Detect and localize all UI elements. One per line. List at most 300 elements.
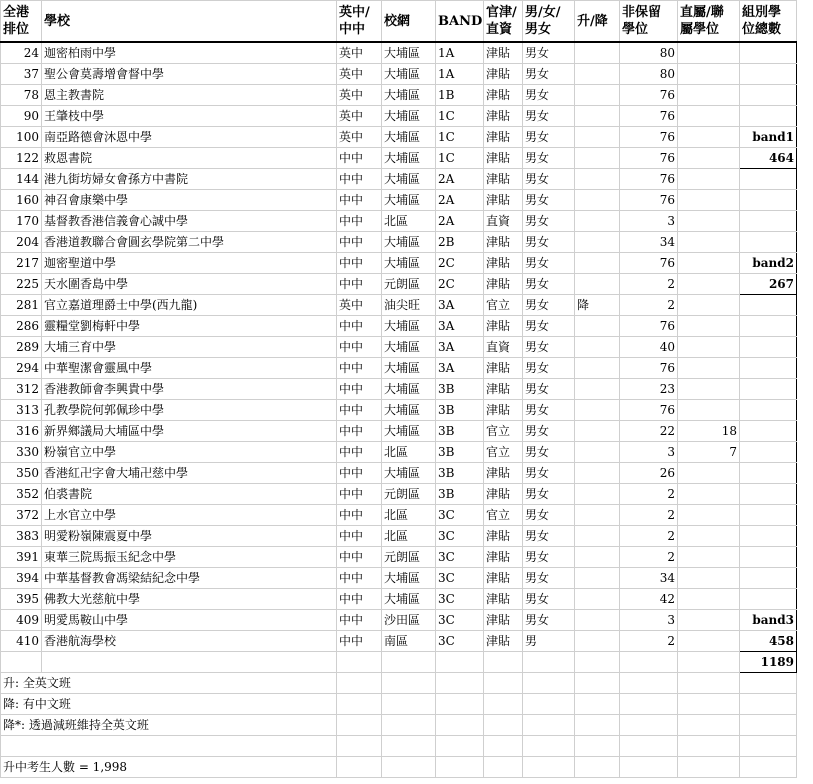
- cell-places: 26: [620, 463, 678, 484]
- cell-total: 267: [740, 274, 797, 295]
- empty-cell: [740, 715, 797, 736]
- cell-rank: 170: [1, 211, 42, 232]
- cell-total: [740, 421, 797, 442]
- cell-school: 佛教大光慈航中學: [42, 589, 337, 610]
- cell-medium: 中中: [337, 421, 382, 442]
- cell-district: 大埔區: [382, 358, 436, 379]
- cell-band: 3A: [436, 316, 484, 337]
- blank-row: [1, 736, 797, 757]
- cell-band: 1A: [436, 42, 484, 64]
- table-row: [1, 127, 797, 148]
- cell-change: [575, 358, 620, 379]
- cell-school: 王肇枝中學: [42, 106, 337, 127]
- table-row: [1, 337, 797, 358]
- cell-medium: 中中: [337, 610, 382, 631]
- note-row: [1, 715, 797, 736]
- empty-cell: [678, 673, 740, 694]
- table-row: [1, 589, 797, 610]
- table-row: [1, 85, 797, 106]
- cell-district: 元朗區: [382, 484, 436, 505]
- cell-gender: 男女: [523, 295, 575, 316]
- cell-district: 大埔區: [382, 106, 436, 127]
- cell-school: 天水圍香島中學: [42, 274, 337, 295]
- cell-total: [740, 295, 797, 316]
- cell-type: 津貼: [484, 64, 523, 85]
- cell-feeder: [678, 631, 740, 652]
- cell-total: [740, 442, 797, 463]
- empty-cell: [575, 673, 620, 694]
- cell-feeder: [678, 400, 740, 421]
- cell-school: 基督教香港信義會心誠中學: [42, 211, 337, 232]
- empty-cell: [484, 673, 523, 694]
- empty-cell: [523, 715, 575, 736]
- cell-type: 津貼: [484, 400, 523, 421]
- cell-medium: 中中: [337, 190, 382, 211]
- cell-district: 大埔區: [382, 85, 436, 106]
- cell-places: 23: [620, 379, 678, 400]
- empty-cell: [678, 652, 740, 673]
- empty-cell: [484, 652, 523, 673]
- cell-district: 北區: [382, 505, 436, 526]
- cell-type: 津貼: [484, 589, 523, 610]
- cell-change: [575, 568, 620, 589]
- cell-change: [575, 85, 620, 106]
- cell-rank: 313: [1, 400, 42, 421]
- cell-type: 津貼: [484, 568, 523, 589]
- cell-school: 東華三院馬振玉紀念中學: [42, 547, 337, 568]
- cell-places: 76: [620, 127, 678, 148]
- empty-cell: [484, 694, 523, 715]
- cell-gender: 男女: [523, 190, 575, 211]
- note-row: [1, 673, 797, 694]
- cell-type: 官立: [484, 505, 523, 526]
- cell-places: 2: [620, 484, 678, 505]
- cell-band: 3B: [436, 379, 484, 400]
- cell-feeder: [678, 610, 740, 631]
- empty-cell: [620, 736, 678, 757]
- empty-cell: [42, 652, 337, 673]
- cell-medium: 中中: [337, 589, 382, 610]
- empty-cell: [382, 673, 436, 694]
- cell-gender: 男女: [523, 42, 575, 64]
- cell-places: 76: [620, 169, 678, 190]
- cell-district: 大埔區: [382, 316, 436, 337]
- cell-rank: 383: [1, 526, 42, 547]
- cell-total: [740, 379, 797, 400]
- cell-band: 3B: [436, 400, 484, 421]
- cell-total: [740, 463, 797, 484]
- cell-total: [740, 358, 797, 379]
- empty-cell: [575, 757, 620, 778]
- cell-district: 大埔區: [382, 379, 436, 400]
- cell-places: 2: [620, 547, 678, 568]
- cell-medium: 英中: [337, 64, 382, 85]
- cell-change: [575, 190, 620, 211]
- cell-band: 3C: [436, 589, 484, 610]
- cell-places: 40: [620, 337, 678, 358]
- cell-medium: 英中: [337, 85, 382, 106]
- cell-type: 津貼: [484, 358, 523, 379]
- cell-places: 80: [620, 42, 678, 64]
- cell-gender: 男女: [523, 106, 575, 127]
- cell-change: [575, 64, 620, 85]
- cell-feeder: [678, 505, 740, 526]
- cell-gender: 男女: [523, 379, 575, 400]
- cell-change: [575, 484, 620, 505]
- cell-rank: 395: [1, 589, 42, 610]
- cell-gender: 男女: [523, 316, 575, 337]
- cell-rank: 144: [1, 169, 42, 190]
- cell-school: 中華聖潔會靈風中學: [42, 358, 337, 379]
- cell-type: 官立: [484, 295, 523, 316]
- cell-places: 22: [620, 421, 678, 442]
- cell-feeder: [678, 358, 740, 379]
- cell-feeder: [678, 190, 740, 211]
- table-row: [1, 106, 797, 127]
- cell-rank: 24: [1, 42, 42, 64]
- table-row: [1, 484, 797, 505]
- cell-district: 大埔區: [382, 589, 436, 610]
- cell-places: 2: [620, 295, 678, 316]
- cell-places: 76: [620, 106, 678, 127]
- cell-feeder: [678, 232, 740, 253]
- cell-type: 津貼: [484, 316, 523, 337]
- header-places: 非保留 學位: [620, 1, 678, 43]
- cell-change: [575, 42, 620, 64]
- cell-places: 76: [620, 190, 678, 211]
- cell-feeder: [678, 106, 740, 127]
- cell-medium: 英中: [337, 42, 382, 64]
- empty-cell: [523, 757, 575, 778]
- cell-school: 聖公會莫壽增會督中學: [42, 64, 337, 85]
- cell-gender: 男女: [523, 568, 575, 589]
- cell-change: [575, 337, 620, 358]
- cell-gender: 男女: [523, 358, 575, 379]
- cell-band: 3B: [436, 421, 484, 442]
- header-medium: 英中/ 中中: [337, 1, 382, 43]
- cell-total: [740, 64, 797, 85]
- cell-rank: 352: [1, 484, 42, 505]
- cell-medium: 中中: [337, 631, 382, 652]
- cell-feeder: [678, 253, 740, 274]
- header-school: 學校: [42, 1, 337, 43]
- cell-type: 官立: [484, 421, 523, 442]
- cell-gender: 男女: [523, 169, 575, 190]
- cell-type: 津貼: [484, 85, 523, 106]
- cell-medium: 中中: [337, 463, 382, 484]
- cell-gender: 男女: [523, 547, 575, 568]
- table-row: [1, 148, 797, 169]
- note-down: 降: 有中文班: [1, 694, 337, 715]
- cell-gender: 男女: [523, 127, 575, 148]
- table-row: [1, 526, 797, 547]
- cell-change: [575, 526, 620, 547]
- cell-total: band1: [740, 127, 797, 148]
- cell-band: 1C: [436, 148, 484, 169]
- cell-district: 大埔區: [382, 42, 436, 64]
- cell-places: 2: [620, 631, 678, 652]
- cell-medium: 中中: [337, 232, 382, 253]
- empty-cell: [484, 736, 523, 757]
- cell-school: 香港紅卍字會大埔卍慈中學: [42, 463, 337, 484]
- cell-medium: 英中: [337, 295, 382, 316]
- cell-feeder: [678, 589, 740, 610]
- cell-band: 1B: [436, 85, 484, 106]
- cell-rank: 225: [1, 274, 42, 295]
- empty-cell: [484, 757, 523, 778]
- cell-gender: 男女: [523, 64, 575, 85]
- cell-school: 迦密聖道中學: [42, 253, 337, 274]
- empty-cell: [382, 652, 436, 673]
- cell-change: [575, 505, 620, 526]
- cell-band: 1C: [436, 106, 484, 127]
- cell-medium: 中中: [337, 148, 382, 169]
- cell-district: 油尖旺: [382, 295, 436, 316]
- cell-places: 3: [620, 610, 678, 631]
- cell-change: [575, 631, 620, 652]
- cell-type: 津貼: [484, 610, 523, 631]
- cell-gender: 男女: [523, 232, 575, 253]
- cell-type: 津貼: [484, 631, 523, 652]
- table-row: [1, 190, 797, 211]
- cell-gender: 男女: [523, 337, 575, 358]
- cell-district: 大埔區: [382, 232, 436, 253]
- cell-band: 3C: [436, 505, 484, 526]
- cell-gender: 男女: [523, 526, 575, 547]
- table-row: [1, 610, 797, 631]
- empty-cell: [620, 757, 678, 778]
- header-feeder: 直屬/聯 屬學位: [678, 1, 740, 43]
- empty-cell: [575, 652, 620, 673]
- cell-rank: 160: [1, 190, 42, 211]
- cell-school: 伯裘書院: [42, 484, 337, 505]
- cell-type: 津貼: [484, 253, 523, 274]
- table-row: [1, 64, 797, 85]
- cell-medium: 中中: [337, 379, 382, 400]
- cell-rank: 289: [1, 337, 42, 358]
- cell-gender: 男: [523, 631, 575, 652]
- header-gender: 男/女/ 男女: [523, 1, 575, 43]
- cell-change: [575, 589, 620, 610]
- cell-places: 76: [620, 148, 678, 169]
- cell-change: [575, 442, 620, 463]
- cell-change: [575, 547, 620, 568]
- cell-school: 大埔三育中學: [42, 337, 337, 358]
- empty-cell: [436, 694, 484, 715]
- empty-cell: [382, 736, 436, 757]
- cell-places: 76: [620, 316, 678, 337]
- cell-type: 直資: [484, 337, 523, 358]
- cell-medium: 中中: [337, 337, 382, 358]
- cell-total: [740, 316, 797, 337]
- cell-change: [575, 379, 620, 400]
- cell-total: [740, 232, 797, 253]
- cell-school: 粉嶺官立中學: [42, 442, 337, 463]
- cell-band: 2C: [436, 274, 484, 295]
- cell-type: 津貼: [484, 169, 523, 190]
- cell-district: 元朗區: [382, 547, 436, 568]
- cell-places: 80: [620, 64, 678, 85]
- cell-school: 新界鄉議局大埔區中學: [42, 421, 337, 442]
- empty-cell: [523, 694, 575, 715]
- cell-total: [740, 106, 797, 127]
- empty-cell: [337, 757, 382, 778]
- cell-gender: 男女: [523, 148, 575, 169]
- cell-school: 明愛馬鞍山中學: [42, 610, 337, 631]
- cell-feeder: [678, 169, 740, 190]
- header-row: [1, 1, 797, 43]
- cell-band: 2A: [436, 211, 484, 232]
- cell-district: 北區: [382, 526, 436, 547]
- cell-total: [740, 484, 797, 505]
- cell-feeder: [678, 42, 740, 64]
- cell-rank: 286: [1, 316, 42, 337]
- cell-feeder: 18: [678, 421, 740, 442]
- cell-change: [575, 274, 620, 295]
- empty-cell: [575, 736, 620, 757]
- cell-band: 3C: [436, 631, 484, 652]
- cell-school: 香港教師會李興貴中學: [42, 379, 337, 400]
- cell-feeder: [678, 547, 740, 568]
- cell-rank: 330: [1, 442, 42, 463]
- grand-total-row: [1, 652, 797, 673]
- cell-medium: 中中: [337, 484, 382, 505]
- note-row: [1, 757, 797, 778]
- cell-medium: 中中: [337, 505, 382, 526]
- cell-type: 直資: [484, 211, 523, 232]
- cell-gender: 男女: [523, 484, 575, 505]
- grand-total-value: 1189: [740, 652, 797, 673]
- cell-band: 2B: [436, 232, 484, 253]
- empty-cell: [337, 694, 382, 715]
- empty-cell: [740, 757, 797, 778]
- cell-feeder: [678, 526, 740, 547]
- cell-change: 降: [575, 295, 620, 316]
- cell-rank: 372: [1, 505, 42, 526]
- cell-feeder: [678, 211, 740, 232]
- cell-change: [575, 421, 620, 442]
- empty-cell: [436, 757, 484, 778]
- cell-medium: 中中: [337, 169, 382, 190]
- cell-rank: 100: [1, 127, 42, 148]
- cell-school: 香港航海學校: [42, 631, 337, 652]
- cell-change: [575, 316, 620, 337]
- cell-feeder: [678, 64, 740, 85]
- cell-feeder: [678, 316, 740, 337]
- empty-cell: [436, 652, 484, 673]
- cell-band: 3C: [436, 547, 484, 568]
- header-district: 校網: [382, 1, 436, 43]
- cell-total: band3: [740, 610, 797, 631]
- cell-medium: 中中: [337, 316, 382, 337]
- header-band: BAND: [436, 1, 484, 43]
- cell-change: [575, 463, 620, 484]
- cell-change: [575, 400, 620, 421]
- cell-school: 上水官立中學: [42, 505, 337, 526]
- cell-district: 大埔區: [382, 190, 436, 211]
- cell-feeder: [678, 379, 740, 400]
- cell-medium: 中中: [337, 274, 382, 295]
- cell-type: 津貼: [484, 232, 523, 253]
- cell-total: [740, 190, 797, 211]
- cell-change: [575, 253, 620, 274]
- cell-rank: 409: [1, 610, 42, 631]
- header-rank: 全港 排位: [1, 1, 42, 43]
- table-row: [1, 316, 797, 337]
- cell-medium: 中中: [337, 568, 382, 589]
- cell-gender: 男女: [523, 421, 575, 442]
- cell-medium: 中中: [337, 358, 382, 379]
- cell-type: 官立: [484, 442, 523, 463]
- cell-district: 北區: [382, 211, 436, 232]
- cell-places: 2: [620, 526, 678, 547]
- cell-feeder: [678, 85, 740, 106]
- cell-feeder: [678, 127, 740, 148]
- table-row: [1, 505, 797, 526]
- empty-cell: [740, 694, 797, 715]
- cell-rank: 37: [1, 64, 42, 85]
- cell-district: 大埔區: [382, 400, 436, 421]
- cell-change: [575, 232, 620, 253]
- empty-cell: [337, 715, 382, 736]
- cell-rank: 90: [1, 106, 42, 127]
- cell-band: 1A: [436, 64, 484, 85]
- cell-feeder: [678, 484, 740, 505]
- empty-cell: [337, 652, 382, 673]
- cell-change: [575, 211, 620, 232]
- cell-total: 458: [740, 631, 797, 652]
- table-row: [1, 295, 797, 316]
- cell-feeder: [678, 295, 740, 316]
- empty-cell: [382, 757, 436, 778]
- cell-change: [575, 106, 620, 127]
- empty-cell: [484, 715, 523, 736]
- cell-feeder: [678, 568, 740, 589]
- cell-total: 464: [740, 148, 797, 169]
- empty-cell: [337, 673, 382, 694]
- table-row: [1, 568, 797, 589]
- cell-district: 大埔區: [382, 127, 436, 148]
- cell-places: 42: [620, 589, 678, 610]
- cell-school: 孔教學院何郭佩珍中學: [42, 400, 337, 421]
- cell-total: [740, 169, 797, 190]
- cell-medium: 中中: [337, 253, 382, 274]
- table-row: [1, 421, 797, 442]
- cell-gender: 男女: [523, 211, 575, 232]
- empty-cell: [678, 736, 740, 757]
- cell-type: 津貼: [484, 148, 523, 169]
- cell-school: 南亞路德會沐恩中學: [42, 127, 337, 148]
- cell-band: 1C: [436, 127, 484, 148]
- cell-rank: 294: [1, 358, 42, 379]
- note-down-star: 降*: 透過減班維持全英文班: [1, 715, 337, 736]
- cell-district: 大埔區: [382, 64, 436, 85]
- note-up: 升: 全英文班: [1, 673, 337, 694]
- cell-feeder: [678, 148, 740, 169]
- cell-band: 3A: [436, 358, 484, 379]
- cell-band: 3B: [436, 463, 484, 484]
- cell-places: 2: [620, 505, 678, 526]
- cell-school: 中華基督教會馮梁結紀念中學: [42, 568, 337, 589]
- cell-change: [575, 169, 620, 190]
- cell-rank: 312: [1, 379, 42, 400]
- table-row: [1, 463, 797, 484]
- cell-type: 津貼: [484, 190, 523, 211]
- cell-type: 津貼: [484, 526, 523, 547]
- empty-cell: [337, 736, 382, 757]
- cell-feeder: [678, 274, 740, 295]
- table-row: [1, 232, 797, 253]
